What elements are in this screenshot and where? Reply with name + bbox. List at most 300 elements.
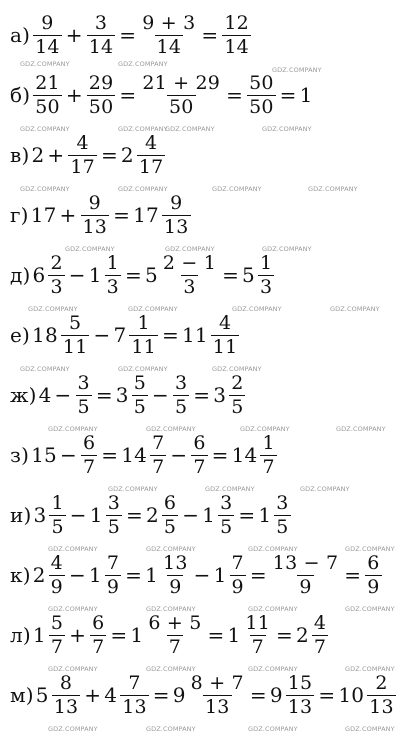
watermark-text: GDZ.COMPANY: [345, 605, 395, 613]
watermark-text: GDZ.COMPANY: [146, 665, 196, 673]
numerator: 11: [245, 611, 270, 634]
mixed-number: [338, 671, 396, 718]
fraction: [105, 251, 121, 298]
watermark-text: GDZ.COMPANY: [345, 665, 395, 673]
watermark-text: GDZ.COMPANY: [300, 485, 350, 493]
equation-row-b: [10, 65, 313, 125]
denominator: 14: [88, 35, 114, 58]
fraction: [222, 11, 251, 58]
mixed-number: [32, 551, 66, 598]
operator: −: [152, 383, 169, 407]
fraction: [33, 11, 62, 58]
fraction: [286, 671, 315, 718]
fraction: [52, 671, 81, 718]
denominator: 13: [53, 695, 79, 718]
watermark-text: GDZ.COMPANY: [48, 725, 98, 733]
denominator: 5: [107, 515, 120, 538]
watermark-text: GDZ.COMPANY: [48, 545, 98, 553]
operator: =: [226, 83, 244, 107]
watermark-text: GDZ.COMPANY: [20, 125, 70, 133]
operator: =: [201, 23, 219, 47]
mixed-number: [104, 671, 150, 718]
operator: =: [95, 383, 113, 407]
operator: =: [207, 623, 225, 647]
mixed-number: [32, 311, 90, 358]
denominator: 13: [122, 695, 147, 718]
watermark-text: GDZ.COMPANY: [212, 365, 262, 373]
item-label: г): [10, 203, 29, 227]
whole-part: 1: [89, 503, 103, 527]
watermark-text: GDZ.COMPANY: [240, 425, 290, 433]
mixed-number: [120, 131, 167, 178]
whole-part: 1: [32, 623, 46, 647]
numerator: 21 + 29: [142, 71, 221, 94]
integer: 1: [299, 83, 313, 107]
operator: =: [211, 443, 229, 467]
fraction: [211, 311, 240, 358]
operator: =: [124, 263, 142, 287]
fraction: [229, 371, 245, 418]
fraction: [161, 251, 218, 298]
whole-part: 1: [213, 563, 227, 587]
fraction: [49, 491, 65, 538]
whole-part: 3: [213, 383, 227, 407]
mixed-number: [144, 251, 219, 298]
mixed-number: [113, 311, 159, 358]
numerator: 5: [69, 311, 82, 334]
fraction: [49, 611, 65, 658]
watermark-text: GDZ.COMPANY: [108, 485, 158, 493]
fraction: [230, 551, 246, 598]
numerator: 6 + 5: [148, 611, 202, 634]
watermark-text: GDZ.COMPANY: [248, 725, 298, 733]
denominator: 5: [77, 395, 90, 418]
watermark-text: GDZ.COMPANY: [248, 605, 298, 613]
item-label: б): [10, 83, 31, 107]
fraction: [189, 671, 246, 718]
mixed-number: [115, 371, 149, 418]
numerator: 3: [220, 491, 233, 514]
numerator: 5: [133, 371, 147, 394]
equation-row-d: [10, 245, 275, 305]
watermark-text: GDZ.COMPANY: [205, 485, 255, 493]
numerator: 9: [88, 191, 101, 214]
watermark-text: GDZ.COMPANY: [48, 665, 98, 673]
numerator: 4: [218, 311, 232, 334]
denominator: 50: [88, 95, 114, 118]
item-label: д): [10, 263, 31, 287]
denominator: 17: [138, 155, 164, 178]
equation-row-i: [10, 485, 292, 545]
denominator: 14: [224, 35, 249, 58]
denominator: 9: [169, 575, 182, 598]
fraction: [161, 551, 190, 598]
mixed-number: [227, 611, 273, 658]
operator: −: [182, 503, 200, 527]
fraction: [258, 251, 274, 298]
fraction: [150, 431, 166, 478]
fraction: [260, 431, 276, 478]
denominator: 5: [276, 515, 289, 538]
numerator: 9 + 3: [142, 11, 196, 34]
denominator: 3: [259, 275, 273, 298]
watermark-text: GDZ.COMPANY: [272, 66, 322, 74]
denominator: 7: [82, 455, 96, 478]
operator: =: [193, 383, 211, 407]
denominator: 50: [168, 95, 194, 118]
operator: +: [84, 683, 102, 707]
numerator: 3: [77, 371, 90, 394]
whole-part: 18: [32, 323, 58, 347]
watermark-text: GDZ.COMPANY: [118, 365, 168, 373]
watermark-text: GDZ.COMPANY: [248, 665, 298, 673]
fraction: [132, 371, 148, 418]
equation-row-a: [10, 5, 252, 65]
watermark-text: GDZ.COMPANY: [165, 125, 215, 133]
mixed-number: [130, 611, 204, 658]
numerator: 8 + 7: [190, 671, 244, 694]
denominator: 50: [249, 95, 274, 118]
denominator: 11: [131, 335, 156, 358]
watermark-text: GDZ.COMPANY: [212, 185, 262, 193]
numerator: 4: [76, 131, 89, 154]
numerator: 3: [107, 491, 120, 514]
watermark-text: GDZ.COMPANY: [165, 245, 215, 253]
numerator: 6: [92, 611, 105, 634]
whole-part: 3: [33, 503, 47, 527]
watermark-text: GDZ.COMPANY: [146, 725, 196, 733]
watermark-text: GDZ.COMPANY: [20, 60, 70, 68]
operator: =: [101, 443, 119, 467]
numerator: 1: [137, 311, 150, 334]
operator: =: [222, 263, 240, 287]
operator: =: [110, 623, 128, 647]
numerator: 7: [106, 551, 120, 574]
operator: =: [125, 503, 143, 527]
operator: =: [344, 563, 362, 587]
numerator: 6: [163, 491, 177, 514]
denominator: 7: [313, 635, 327, 658]
operator: −: [93, 323, 111, 347]
item-label: и): [10, 503, 32, 527]
mixed-number: [213, 551, 247, 598]
operator: =: [125, 563, 143, 587]
whole-part: 7: [113, 323, 127, 347]
fraction: [146, 611, 203, 658]
integer: 2: [31, 143, 45, 167]
fraction: [87, 71, 116, 118]
denominator: 11: [212, 335, 238, 358]
item-label: а): [10, 23, 31, 47]
watermark-text: GDZ.COMPANY: [262, 245, 312, 253]
denominator: 3: [183, 275, 196, 298]
fraction: [162, 191, 191, 238]
whole-part: 5: [242, 263, 255, 287]
fraction: [120, 671, 149, 718]
numerator: 21: [35, 71, 60, 94]
numerator: 13: [163, 551, 188, 574]
item-label: е): [10, 323, 31, 347]
whole-part: 2: [120, 143, 134, 167]
denominator: 5: [174, 395, 188, 418]
equation-row-zh: [10, 365, 246, 425]
operator: =: [276, 623, 293, 647]
numerator: 2: [50, 251, 63, 274]
operator: −: [59, 443, 77, 467]
mixed-number: [88, 251, 122, 298]
operator: −: [193, 563, 211, 587]
watermark-text: GDZ.COMPANY: [118, 185, 168, 193]
numerator: 3: [94, 11, 108, 34]
numerator: 1: [51, 491, 64, 514]
equation-row-e: [10, 305, 240, 365]
integer: 17: [30, 203, 57, 227]
mixed-number: [231, 431, 278, 478]
integer: 15: [31, 443, 57, 467]
fraction: [367, 671, 396, 718]
mixed-number: [295, 611, 329, 658]
mixed-number: [145, 491, 179, 538]
fraction: [271, 551, 340, 598]
denominator: 5: [133, 395, 147, 418]
watermark-text: GDZ.COMPANY: [262, 125, 312, 133]
whole-part: 2: [32, 563, 46, 587]
whole-part: 1: [130, 623, 144, 647]
numerator: 13 − 7: [272, 551, 339, 574]
numerator: 2 − 1: [162, 251, 217, 274]
mixed-number: [145, 551, 191, 598]
equation-row-z: [10, 425, 278, 485]
mixed-number: [269, 671, 316, 718]
fraction: [33, 71, 62, 118]
whole-part: 9: [172, 683, 186, 707]
fraction: [61, 311, 90, 358]
numerator: 29: [88, 71, 114, 94]
watermark-text: GDZ.COMPANY: [20, 185, 70, 193]
mixed-number: [88, 551, 122, 598]
denominator: 7: [262, 455, 275, 478]
equation-row-k: [10, 545, 383, 605]
operator: −: [69, 503, 87, 527]
whole-part: 2: [295, 623, 309, 647]
denominator: 13: [287, 695, 313, 718]
numerator: 1: [106, 251, 119, 274]
whole-part: 9: [269, 683, 283, 707]
denominator: 9: [231, 575, 244, 598]
integer: 4: [38, 383, 52, 407]
mixed-number: [32, 251, 66, 298]
operator: =: [119, 23, 137, 47]
fraction: [49, 551, 65, 598]
fraction: [68, 131, 97, 178]
watermark-text: GDZ.COMPANY: [308, 185, 358, 193]
watermark-text: GDZ.COMPANY: [345, 545, 395, 553]
watermark-text: GDZ.COMPANY: [146, 545, 196, 553]
operator: =: [100, 143, 118, 167]
mixed-number: [181, 311, 240, 358]
fraction: [247, 71, 276, 118]
denominator: 9: [367, 575, 380, 598]
numerator: 7: [231, 551, 244, 574]
denominator: 7: [152, 455, 165, 478]
numerator: 3: [276, 491, 289, 514]
item-label: к): [10, 563, 31, 587]
fraction: [140, 11, 197, 58]
fraction: [81, 191, 110, 238]
mixed-number: [202, 491, 235, 538]
fraction: [87, 11, 116, 58]
mixed-number: [213, 371, 246, 418]
fraction: [137, 131, 166, 178]
numerator: 5: [50, 611, 64, 634]
fraction: [243, 611, 272, 658]
fraction: [48, 251, 64, 298]
whole-part: 1: [88, 263, 102, 287]
equation-row-g: [10, 185, 192, 245]
whole-part: 14: [231, 443, 258, 467]
whole-part: 17: [133, 203, 159, 227]
whole-part: 14: [121, 443, 148, 467]
operator: +: [59, 203, 77, 227]
operator: =: [249, 563, 267, 587]
mixed-number: [133, 191, 191, 238]
fraction: [274, 491, 290, 538]
denominator: 14: [35, 35, 60, 58]
denominator: 7: [168, 635, 182, 658]
whole-part: 1: [227, 623, 241, 647]
fraction: [173, 371, 189, 418]
numerator: 15: [287, 671, 313, 694]
mixed-number: [121, 431, 167, 478]
operator: =: [249, 683, 267, 707]
whole-part: 5: [144, 263, 158, 287]
operator: =: [152, 683, 170, 707]
numerator: 12: [224, 11, 249, 34]
operator: =: [318, 683, 336, 707]
denominator: 13: [163, 215, 189, 238]
numerator: 4: [50, 551, 63, 574]
watermark-text: GDZ.COMPANY: [336, 425, 386, 433]
watermark-text: GDZ.COMPANY: [118, 125, 168, 133]
operator: +: [65, 23, 83, 47]
operator: =: [113, 203, 131, 227]
denominator: 7: [50, 635, 64, 658]
watermark-text: GDZ.COMPANY: [118, 60, 168, 68]
whole-part: 4: [104, 683, 118, 707]
item-label: ж): [10, 383, 37, 407]
numerator: 6: [82, 431, 96, 454]
whole-part: 6: [32, 263, 46, 287]
operator: =: [238, 503, 256, 527]
watermark-text: GDZ.COMPANY: [128, 305, 178, 313]
whole-part: 1: [202, 503, 216, 527]
numerator: 1: [262, 431, 275, 454]
watermark-text: GDZ.COMPANY: [65, 245, 115, 253]
operator: −: [170, 443, 188, 467]
operator: =: [161, 323, 179, 347]
denominator: 13: [82, 215, 108, 238]
mixed-number: [33, 491, 67, 538]
numerator: 2: [231, 371, 244, 394]
fraction: [191, 431, 207, 478]
operator: +: [47, 143, 65, 167]
watermark-text: GDZ.COMPANY: [48, 605, 98, 613]
operator: +: [65, 83, 83, 107]
numerator: 2: [375, 671, 388, 694]
denominator: 7: [251, 635, 264, 658]
denominator: 14: [156, 35, 182, 58]
operator: −: [54, 383, 72, 407]
mixed-number: [258, 491, 291, 538]
whole-part: 1: [145, 563, 159, 587]
item-label: м): [10, 683, 34, 707]
denominator: 5: [231, 395, 244, 418]
denominator: 7: [92, 635, 105, 658]
whole-part: 3: [115, 383, 129, 407]
denominator: 3: [50, 275, 63, 298]
denominator: 9: [50, 575, 63, 598]
equation-row-v: [10, 125, 166, 185]
watermark-text: GDZ.COMPANY: [20, 365, 70, 373]
mixed-number: [32, 611, 66, 658]
equation-row-m: [10, 665, 397, 725]
watermark-text: GDZ.COMPANY: [232, 305, 282, 313]
whole-part: 2: [145, 503, 159, 527]
denominator: 17: [70, 155, 95, 178]
numerator: 6: [367, 551, 380, 574]
mixed-number: [242, 251, 275, 298]
numerator: 7: [152, 431, 165, 454]
fraction: [140, 71, 222, 118]
item-label: з): [10, 443, 30, 467]
fraction: [129, 311, 158, 358]
fraction: [76, 371, 92, 418]
numerator: 50: [249, 71, 274, 94]
watermark-text: GDZ.COMPANY: [248, 545, 298, 553]
denominator: 7: [193, 455, 206, 478]
fraction: [105, 551, 121, 598]
denominator: 13: [369, 695, 394, 718]
whole-part: 5: [35, 683, 49, 707]
fraction: [90, 611, 106, 658]
fraction: [162, 491, 178, 538]
mixed-number: [172, 671, 247, 718]
watermark-text: GDZ.COMPANY: [330, 305, 380, 313]
operator: +: [69, 623, 87, 647]
item-label: в): [10, 143, 30, 167]
equation-row-l: [10, 605, 329, 665]
fraction: [81, 431, 97, 478]
whole-part: 11: [181, 323, 208, 347]
fraction: [365, 551, 381, 598]
operator: =: [119, 83, 137, 107]
mixed-number: [35, 671, 82, 718]
fraction: [312, 611, 328, 658]
denominator: 5: [163, 515, 177, 538]
fraction: [218, 491, 234, 538]
operator: =: [279, 83, 297, 107]
numerator: 4: [145, 131, 158, 154]
numerator: 9: [41, 11, 54, 34]
whole-part: 1: [258, 503, 272, 527]
numerator: 7: [128, 671, 141, 694]
watermark-text: GDZ.COMPANY: [48, 425, 98, 433]
numerator: 3: [174, 371, 188, 394]
denominator: 11: [62, 335, 88, 358]
operator: −: [68, 263, 86, 287]
numerator: 9: [170, 191, 183, 214]
mixed-number: [89, 491, 123, 538]
